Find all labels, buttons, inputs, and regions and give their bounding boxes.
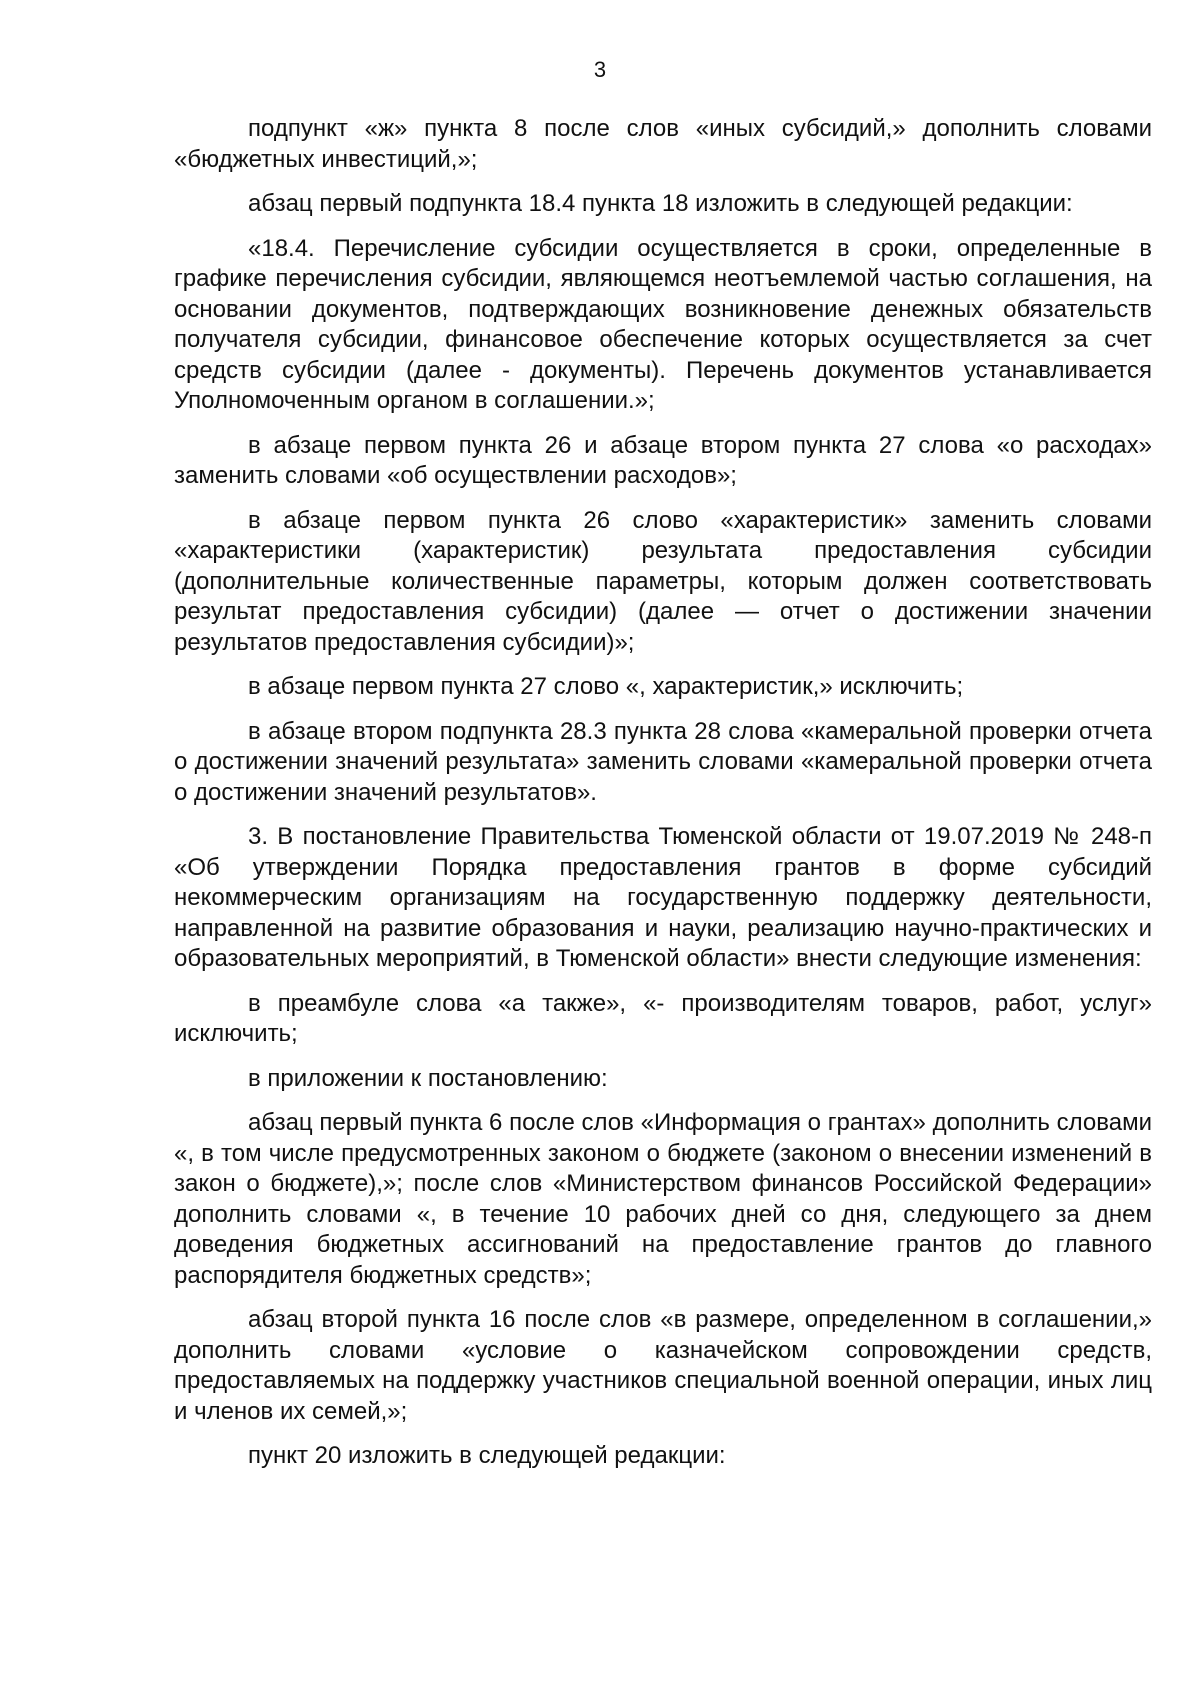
document-body	[174, 114, 1152, 1486]
paragraph-13: пункт 20 изложить в следующей редакции:	[248, 1442, 726, 1469]
paragraph-12: абзац второй пункта 16 после слов «в размере, определенном в соглашении,» дополнить словами «условие о казначейском сопровождении средств, предоставляемых на поддержку участников специальной военной операции, иных лиц и членов их семей,»;	[174, 1306, 1152, 1425]
paragraph-2: абзац первый подпункта 18.4 пункта 18 изложить в следующей редакции:	[248, 190, 1073, 217]
paragraph-6: в абзаце первом пункта 27 слово «, характеристик,» исключить;	[248, 673, 964, 700]
paragraph-4: в абзаце первом пункта 26 и абзаце втором пункта 27 слова «о расходах» заменить словами «об осуществлении расходов»;	[174, 431, 1152, 489]
paragraph-11: абзац первый пункта 6 после слов «Информация о грантах» дополнить словами «, в том числе предусмотренных законом о бюджете (законом о внесении изменений в закон о бюджете),»; после слов «Министерством финансов Российской Федерации» дополнить словами «, в течение 10 рабочих дней со дня, следующего за днем доведения бюджетных ассигнований на предоставление грантов до главного распорядителя бюджетных средств»;	[174, 1109, 1152, 1289]
paragraph-3: «18.4. Перечисление субсидии осуществляется в сроки, определенные в графике перечисления субсидии, являющемся неотъемлемой частью соглашения, на основании документов, подтверждающих возникновение денежных обязательств получателя субсидии, финансовое обеспечение которых осуществляется за счет средств субсидии (далее - документы). Перечень документов устанавливается Уполномоченным органом в соглашении.»;	[174, 234, 1152, 414]
paragraph-8: 3. В постановление Правительства Тюменской области от 19.07.2019 № 248-п «Об утверждении Порядка предоставления грантов в форме субсидий некоммерческим организациям на государственную поддержку деятельности, направленной на развитие образования и науки, реализацию научно-практических и образовательных мероприятий, в Тюменской области» внести следующие изменения:	[174, 823, 1152, 972]
paragraph-1: подпункт «ж» пункта 8 после слов «иных субсидий,» дополнить словами «бюджетных инвестиций,»;	[174, 115, 1152, 173]
paragraph-9: в преамбуле слова «а также», «- производителям товаров, работ, услуг» исключить;	[174, 989, 1152, 1047]
paragraph-5: в абзаце первом пункта 26 слово «характеристик» заменить словами «характеристики (характеристик) результата предоставления субсидии (дополнительные количественные параметры, которым должен соответствовать результат предоставления субсидии) (далее — отчет о достижении значении результатов предоставления субсидии)»;	[174, 506, 1152, 656]
paragraph-7: в абзаце втором подпункта 28.3 пункта 28 слова «камеральной проверки отчета о достижении значений результата» заменить словами «камеральной проверки отчета о достижении значений результатов».	[174, 717, 1152, 806]
paragraph-10: в приложении к постановлению:	[248, 1064, 608, 1092]
page-number: 3	[593, 57, 607, 82]
